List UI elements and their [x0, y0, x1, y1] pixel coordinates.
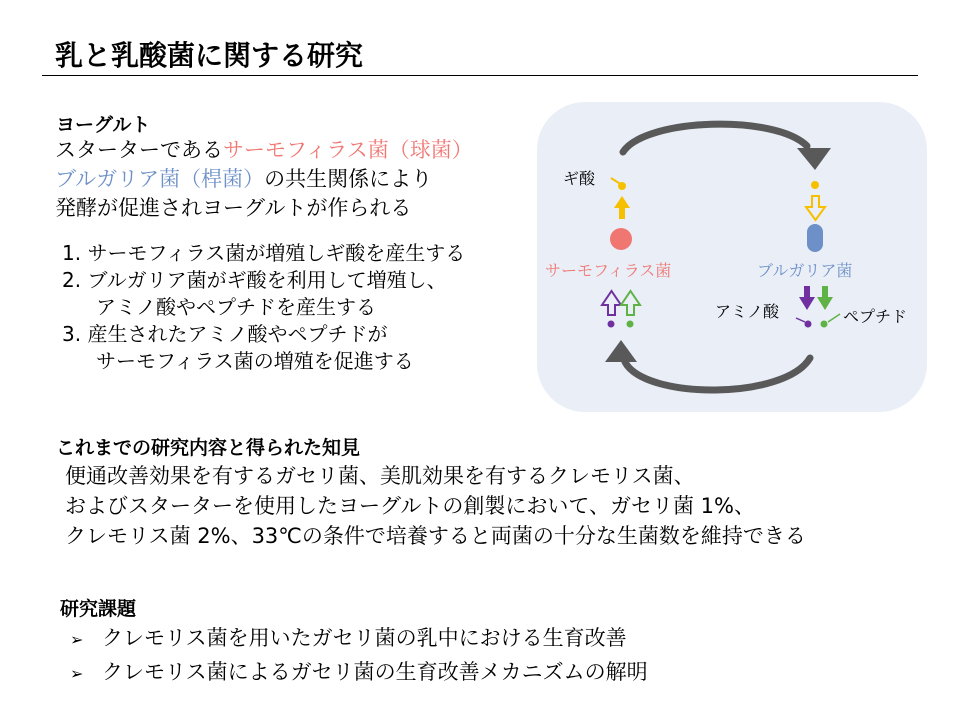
peptide-dot-right	[821, 321, 828, 328]
peptide-label: ペプチド	[843, 307, 908, 326]
step-2-cont: アミノ酸やペプチドを産生する	[96, 295, 376, 319]
formic-acid-dot	[618, 182, 626, 190]
task-text: クレモリス菌を用いたガセリ菌の乳中における生育改善	[102, 626, 627, 650]
peptide-dot-left	[627, 321, 634, 328]
step-3-cont: サーモフィラス菌の増殖を促進する	[96, 349, 414, 373]
task-item	[70, 656, 648, 690]
thermophilus-cell	[610, 228, 632, 250]
task-text: クレモリス菌によるガセリ菌の生育改善メカニズムの解明	[102, 660, 648, 684]
knowledge-line: およびスターターを使用したヨーグルトの創製において、ガセリ菌 1%、	[65, 494, 755, 518]
intro-line-1	[55, 136, 473, 165]
intro-line-2	[55, 165, 473, 194]
knowledge-line: 便通改善効果を有するガセリ菌、美肌効果を有するクレモリス菌、	[65, 464, 695, 488]
intro-text: スターターである	[55, 138, 223, 162]
intro-line-3: 発酵が促進されヨーグルトが作られる	[55, 196, 412, 220]
amino-acid-dot-left	[608, 321, 615, 328]
step-3: 3. 産生されたアミノ酸やペプチドが	[62, 322, 388, 346]
formic-production-arrow-shaft	[619, 207, 625, 219]
arrowhead-bullet-icon: ➢	[70, 630, 84, 649]
step-1: 1. サーモフィラス菌が増殖しギ酸を産生する	[62, 241, 466, 265]
tasks-heading: 研究課題	[60, 598, 137, 620]
page-title: 乳と乳酸菌に関する研究	[55, 39, 364, 72]
yogurt-intro	[55, 136, 473, 223]
bulgaricus-term: ブルガリア菌（桿菌）	[55, 167, 265, 191]
diagram-panel	[537, 102, 927, 412]
thermophilus-term: サーモフィラス菌（球菌）	[223, 138, 473, 162]
steps-list	[62, 240, 465, 375]
peptide-production-arrow-shaft	[822, 286, 828, 298]
bulgaricus-label: ブルガリア菌	[757, 261, 853, 280]
step-2: 2. ブルガリア菌がギ酸を利用して増殖し、	[62, 268, 447, 292]
task-item	[70, 622, 648, 656]
symbiosis-diagram	[535, 100, 930, 415]
amino-acid-label: アミノ酸	[715, 302, 780, 321]
knowledge-line: クレモリス菌 2%、33℃の条件で培養すると両菌の十分な生菌数を維持できる	[65, 524, 806, 548]
bulgaricus-cell	[807, 224, 823, 252]
formic-acid-label: ギ酸	[563, 169, 596, 188]
knowledge-heading: これまでの研究内容と得られた知見	[56, 437, 361, 459]
amino-acid-dot-right	[805, 321, 812, 328]
arrowhead-bullet-icon: ➢	[70, 664, 84, 683]
yogurt-heading: ヨーグルト	[56, 114, 151, 136]
knowledge-body	[65, 461, 806, 551]
formic-acid-dot-right	[811, 181, 819, 189]
amino-production-arrow-shaft	[804, 286, 810, 298]
thermophilus-label: サーモフィラス菌	[545, 261, 672, 280]
tasks-list	[70, 622, 648, 690]
intro-text: の共生関係により	[264, 167, 433, 191]
title-divider	[42, 75, 918, 76]
